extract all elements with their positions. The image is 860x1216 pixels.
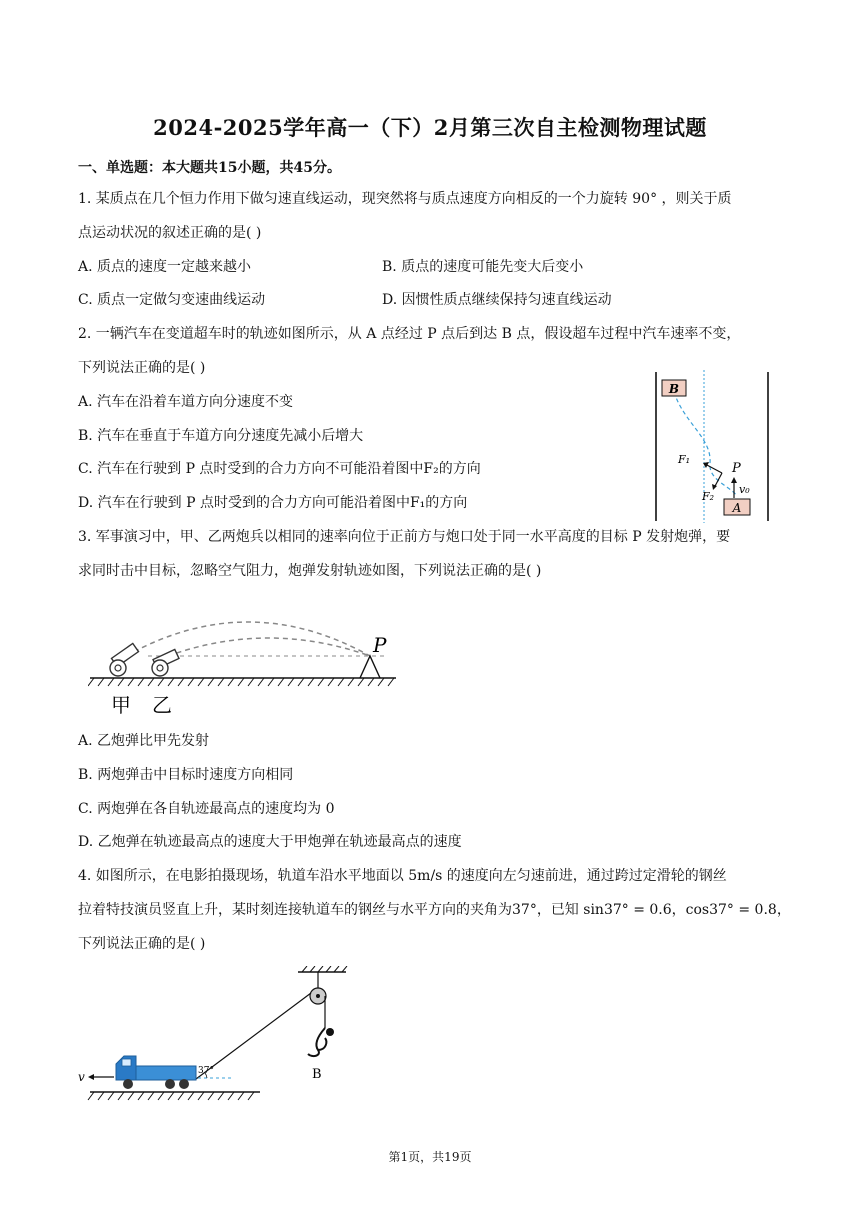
- q4-stem-line2: 拉着特技演员竖直上升，某时刻连接轨道车的钢丝与水平方向的夹角为37°，已知 sin37° = 0.6，cos37° = 0.8，: [78, 902, 791, 918]
- q1-option-d: D. 因惯性质点继续保持匀速直线运动: [382, 292, 612, 308]
- q2-stem-line2: 下列说法正确的是( ): [78, 360, 206, 376]
- target-stand: [360, 656, 380, 678]
- ground-hatching: [88, 1092, 254, 1100]
- q2-option-c: C. 汽车在行驶到 P 点时受到的合力方向不可能沿着图中F₂的方向: [78, 461, 481, 477]
- q4-pulley-figure: [74, 966, 364, 1111]
- f2-label: F₂: [702, 490, 715, 503]
- q3-artillery-figure: [88, 600, 403, 720]
- label-jia: 甲: [111, 693, 131, 717]
- car-b-label: B: [668, 382, 680, 396]
- ground-hatching: [88, 678, 394, 686]
- target-p-label: P: [373, 633, 387, 657]
- f1-label: F₁: [678, 453, 691, 466]
- v0-label: v₀: [739, 483, 750, 496]
- q2-option-d: D. 汽车在行驶到 P 点时受到的合力方向可能沿着图中F₁的方向: [78, 495, 468, 511]
- actor-b-label: B: [312, 1067, 322, 1082]
- q4-stem-line3: 下列说法正确的是( ): [78, 936, 206, 952]
- section-heading: 一、单选题：本大题共15小题，共45分。: [78, 160, 341, 176]
- ceiling-hatching: [302, 966, 347, 972]
- track-car: [116, 1056, 196, 1089]
- page-footer: 第1页，共19页: [388, 1150, 472, 1164]
- velocity-arrowhead: [88, 1074, 94, 1080]
- q3-stem-line2: 求同时击中目标，忽略空气阻力，炮弹发射轨迹如图，下列说法正确的是( ): [78, 563, 542, 579]
- q3-option-d: D. 乙炮弹在轨迹最高点的速度大于甲炮弹在轨迹最高点的速度: [78, 834, 462, 850]
- trajectory-curve: [674, 392, 737, 496]
- page-title: 2024-2025学年高一（下）2月第三次自主检测物理试题: [153, 115, 707, 140]
- q4-stem-line1: 4. 如图所示，在电影拍摄现场，轨道车沿水平地面以 5m/s 的速度向左匀速前进，通过跨过定滑轮的钢丝: [78, 868, 727, 884]
- point-p-label: P: [732, 461, 741, 476]
- cannon-yi: [152, 649, 179, 676]
- cannon-jia: [110, 643, 139, 676]
- angle-label: 37°: [198, 1066, 214, 1076]
- q3-option-b: B. 两炮弹击中目标时速度方向相同: [78, 767, 294, 783]
- q2-option-a: A. 汽车在沿着车道方向分速度不变: [78, 394, 294, 410]
- q1-option-b: B. 质点的速度可能先变大后变小: [382, 259, 584, 275]
- stunt-actor: [308, 1028, 334, 1056]
- v0-arrowhead: [731, 477, 737, 483]
- car-a-label: A: [732, 501, 742, 515]
- f1-arrow: [705, 464, 722, 473]
- label-yi: 乙: [152, 693, 172, 717]
- velocity-label: v: [78, 1070, 85, 1084]
- q3-stem-line1: 3. 军事演习中，甲、乙两炮兵以相同的速率向位于正前方与炮口处于同一水平高度的目标 P 发射炮弹，要: [78, 529, 731, 545]
- q1-option-c: C. 质点一定做匀变速曲线运动: [78, 292, 266, 308]
- pulley-axle: [316, 994, 320, 998]
- q1-stem-line2: 点运动状况的叙述正确的是( ): [78, 225, 262, 241]
- q3-option-a: A. 乙炮弹比甲先发射: [78, 733, 210, 749]
- q1-stem-line1: 1. 某质点在几个恒力作用下做匀速直线运动，现突然将与质点速度方向相反的一个力旋转 90° ，则关于质: [78, 191, 732, 207]
- q3-option-c: C. 两炮弹在各自轨迹最高点的速度均为 0: [78, 801, 335, 817]
- q2-lane-change-figure: [650, 368, 775, 525]
- q2-option-b: B. 汽车在垂直于车道方向分速度先减小后增大: [78, 428, 364, 444]
- q2-stem-line1: 2. 一辆汽车在变道超车时的轨迹如图所示，从 A 点经过 P 点后到达 B 点，假设超车过程中汽车速率不变，: [78, 326, 741, 342]
- trajectory-yi: [168, 638, 370, 656]
- q1-option-a: A. 质点的速度一定越来越小: [78, 259, 252, 275]
